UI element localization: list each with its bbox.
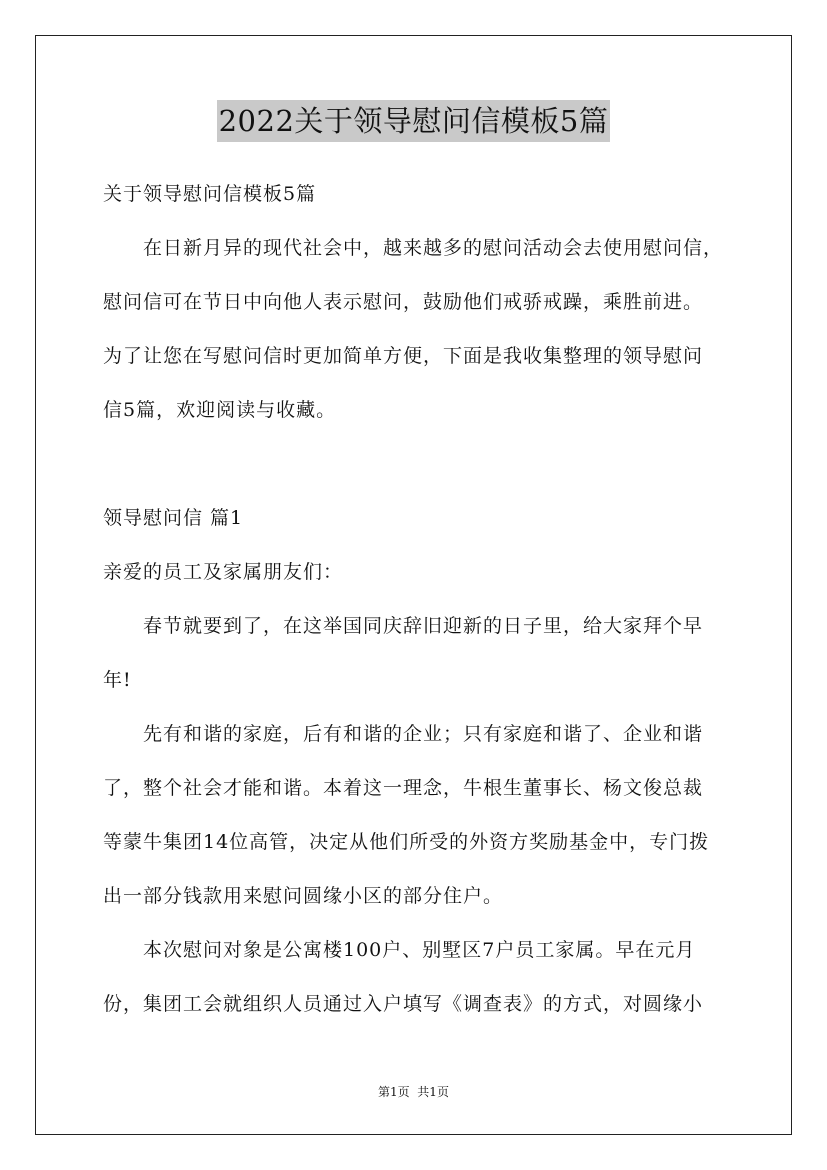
title-container: [0, 100, 827, 142]
document-title: 2022关于领导慰问信模板5篇: [217, 100, 611, 142]
salutation: 亲爱的员工及家属朋友们：: [103, 561, 344, 583]
document-subtitle: 关于领导慰问信模板5篇: [103, 183, 317, 205]
intro-line: 在日新月异的现代社会中，越来越多的慰问活动会去使用慰问信，: [143, 237, 724, 259]
body-line: 出一部分钱款用来慰问圆缘小区的部分住户。: [103, 885, 504, 907]
body-line: 等蒙牛集团14位高管，决定从他们所受的外资方奖励基金中，专门拨: [103, 831, 710, 853]
body-line: 了，整个社会才能和谐。本着这一理念，牛根生董事长、杨文俊总裁: [103, 777, 704, 799]
body-line: 春节就要到了，在这举国同庆辞旧迎新的日子里，给大家拜个早: [143, 615, 704, 637]
intro-line: 慰问信可在节日中向他人表示慰问，鼓励他们戒骄戒躁，乘胜前进。: [103, 291, 704, 313]
body-line: 年!: [103, 669, 132, 691]
body-line: 本次慰问对象是公寓楼100户、别墅区7户员工家属。早在元月: [143, 939, 696, 961]
body-line: 份，集团工会就组织人员通过入户填写《调查表》的方式，对圆缘小: [103, 993, 704, 1015]
page-footer: 第1页 共1页: [378, 1085, 449, 1099]
intro-line: 信5篇，欢迎阅读与收藏。: [103, 399, 337, 421]
intro-line: 为了让您在写慰问信时更加简单方便，下面是我收集整理的领导慰问: [103, 345, 704, 367]
body-line: 先有和谐的家庭，后有和谐的企业；只有家庭和谐了、企业和谐: [143, 723, 704, 745]
section-heading: 领导慰问信 篇1: [103, 507, 244, 529]
